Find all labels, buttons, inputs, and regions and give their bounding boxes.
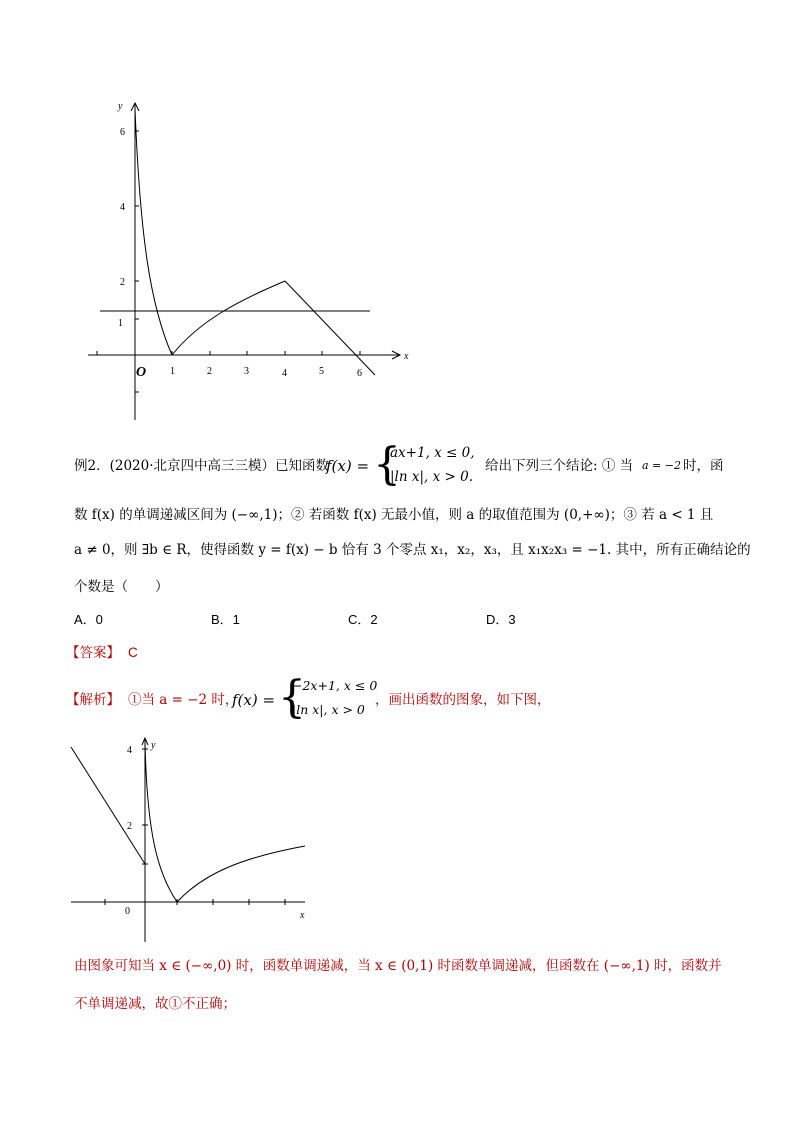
graph-1-x-tick: 5 — [319, 366, 324, 377]
graph-2-origin: 0 — [125, 906, 130, 917]
example-after-2: 时，函 — [683, 458, 724, 474]
analysis-fx: f(x) = — [232, 691, 276, 709]
graph-2-y-tick: 2 — [127, 821, 132, 832]
example-after: 给出下列三个结论: ① 当 — [485, 458, 634, 474]
graph-1-ln-left — [135, 109, 172, 355]
option-b: B．1 — [211, 612, 240, 627]
example-fx: f(x) = — [326, 457, 370, 475]
graph-2-x-label: x — [300, 910, 305, 921]
analysis-text-1: ①当 a = −2 时， — [128, 692, 239, 708]
graph-1-origin: O — [136, 365, 147, 380]
conclusion-line-1: 由图象可知当 x ∈ (−∞,0) 时，函数单调递减，当 x ∈ (0,1) 时函数单调递减，但函数在 (−∞,1) 时，函数并 — [74, 958, 722, 974]
graph-1-y-tick: 4 — [120, 202, 125, 213]
graph-1-ln-right — [172, 281, 285, 355]
answer-label: 【答案】 — [66, 645, 120, 661]
graph-1-x-tick: 4 — [282, 368, 287, 379]
graph-1-y-label: y — [118, 101, 123, 112]
graph-1-x-tick: 6 — [357, 368, 362, 379]
option-c: C．2 — [348, 612, 378, 627]
graph-2-y-tick: 4 — [127, 745, 132, 756]
example-case-2: |ln x|, x > 0. — [390, 469, 473, 485]
graph-1-x-label: x — [404, 351, 409, 362]
graph-1-y-tick: 2 — [120, 277, 125, 288]
graph-2-y-label: y — [151, 740, 156, 751]
graph-1-x-tick: 2 — [207, 366, 212, 377]
example-line-2: 数 f(x) 的单调递减区间为 (−∞,1)；② 若函数 f(x) 无最小值，则 a 的取值范围为 (0,+∞)；③ 若 a < 1 且 — [74, 507, 714, 523]
graph-1-y-tick: 1 — [118, 318, 123, 329]
analysis-case-1: −2x+1, x ≤ 0 — [292, 678, 378, 693]
graph-1-x-tick: 1 — [170, 366, 175, 377]
option-a: A．0 — [74, 612, 103, 627]
example-line-3: a ≠ 0，则 ∃b ∈ R，使得函数 y = f(x) − b 恰有 3 个零点 x₁，x₂，x₃，且 x₁x₂x₃ = −1. 其中，所有正确结论的 — [74, 542, 751, 558]
graph-1-y-tick: 6 — [120, 127, 125, 138]
graph-2-ln-left — [145, 742, 177, 902]
example-prefix: 例2．(2020·北京四中高三三模）已知函数 — [74, 458, 330, 474]
analysis-label: 【解析】 — [66, 692, 120, 708]
graph-1-x-tick: 3 — [244, 366, 249, 377]
graph-2-ln-right — [177, 846, 305, 902]
graph-2-linear-left — [71, 747, 145, 864]
answer-value: C — [128, 645, 138, 660]
example-brace: { — [373, 439, 401, 490]
graph-2 — [65, 732, 325, 947]
graph-1-linear-segment — [285, 281, 375, 375]
graph-1 — [80, 95, 420, 425]
conclusion-line-2: 不单调递减，故①不正确； — [74, 996, 236, 1012]
analysis-text-2: ，画出函数的图象，如下图， — [375, 692, 551, 708]
option-d: D．3 — [486, 612, 516, 627]
analysis-brace: { — [278, 672, 306, 723]
example-case-1: ax+1, x ≤ 0, — [390, 445, 475, 461]
example-line-4: 个数是（ ） — [74, 579, 169, 595]
example-condition: a = −2 — [642, 459, 681, 472]
analysis-case-2: |ln x|, x > 0 — [292, 702, 365, 717]
